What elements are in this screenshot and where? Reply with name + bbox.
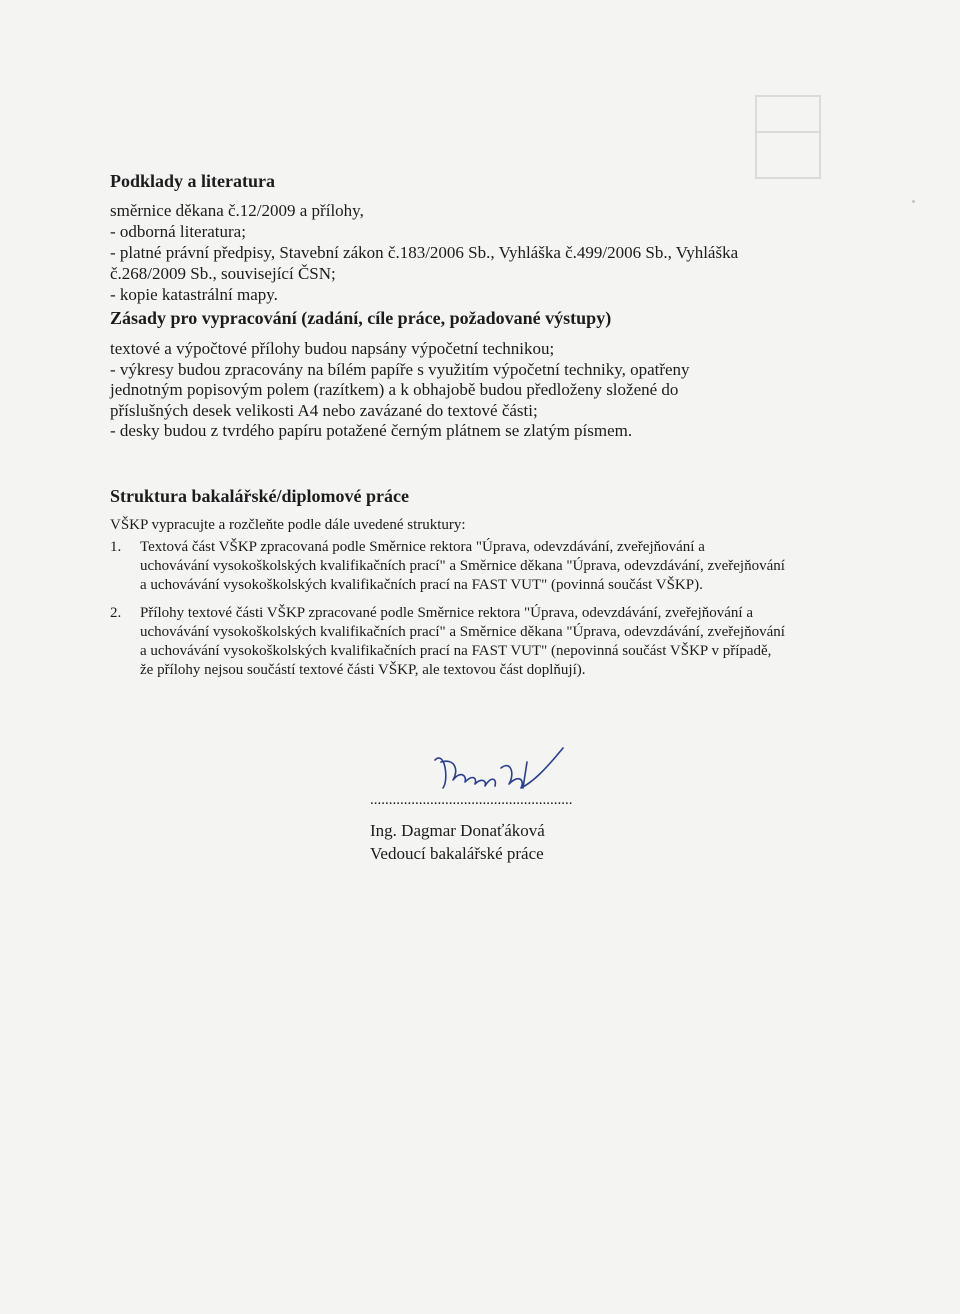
section-rules (110, 307, 890, 442)
structure-item-line: a uchovávání vysokoškolských kvalifikačních prací na FAST VUT" (povinná součást VŠKP). (140, 576, 703, 593)
rules-line: jednotným popisovým polem (razítkem) a k obhajobě budou předloženy složené do (110, 380, 679, 399)
structure-item (110, 604, 890, 680)
document-content (110, 170, 890, 689)
sources-line: směrnice děkana č.12/2009 a přílohy, (110, 201, 364, 220)
rules-line: - desky budou z tvrdého papíru potažené černým plátnem se zlatým písmem. (110, 421, 633, 440)
signatory-role: Vedoucí bakalářské práce (370, 844, 544, 863)
show-through-logo (755, 95, 821, 179)
structure-item (110, 538, 890, 595)
section-rules-body (110, 339, 890, 442)
section-structure-heading: Struktura bakalářské/diplomové práce (110, 485, 410, 506)
structure-item-line: Přílohy textové části VŠKP zpracované podle Směrnice rektora "Úprava, odevzdávání, zveřejňování a (140, 604, 753, 621)
signature-dotted-line: ...................................................... (370, 792, 573, 808)
sources-line: - odborná literatura; (110, 222, 246, 241)
rules-line: příslušných desek velikosti A4 nebo zavázané do textové části; (110, 400, 538, 420)
handwritten-signature (415, 740, 575, 800)
sources-line: - kopie katastrální mapy. (110, 285, 278, 304)
structure-item-line: Textová část VŠKP zpracovaná podle Směrnice rektora "Úprava, odevzdávání, zveřejňování a (140, 538, 705, 555)
structure-item-line: že přílohy nejsou součástí textové části VŠKP, ale textovou část doplňují). (140, 661, 586, 678)
section-structure (110, 485, 890, 680)
sources-line: - platné právní předpisy, Stavební zákon č.183/2006 Sb., Vyhláška č.499/2006 Sb., Vyhláška (110, 243, 739, 262)
structure-item-line: a uchovávání vysokoškolských kvalifikačních prací na FAST VUT" (nepovinná součást VŠKP v případě, (140, 642, 772, 659)
structure-intro: VŠKP vypracujte a rozčleňte podle dále uvedené struktury: (110, 516, 466, 533)
structure-item-line: uchovávání vysokoškolských kvalifikačních prací" a Směrnice děkana "Úprava, odevzdávání, zveřejňování (140, 623, 785, 640)
section-sources (110, 170, 890, 305)
section-rules-heading: Zásady pro vypracování (zadání, cíle práce, požadované výstupy) (110, 308, 612, 328)
sources-line: č.268/2009 Sb., související ČSN; (110, 264, 336, 283)
paper-speck (912, 200, 915, 203)
section-sources-body (110, 200, 890, 305)
rules-line: textové a výpočtové přílohy budou napsány výpočetní technikou; (110, 339, 555, 358)
structure-item-number: 2. (110, 604, 122, 621)
rules-line: - výkresy budou zpracovány na bílém papíře s využitím výpočetní techniky, opatřeny (110, 359, 690, 379)
section-sources-heading: Podklady a literatura (110, 171, 275, 191)
structure-item-number: 1. (110, 538, 122, 555)
structure-item-line: uchovávání vysokoškolských kvalifikačních prací" a Směrnice děkana "Úprava, odevzdávání, zveřejňování (140, 557, 785, 574)
signatory-name: Ing. Dagmar Donaťáková (370, 821, 545, 840)
